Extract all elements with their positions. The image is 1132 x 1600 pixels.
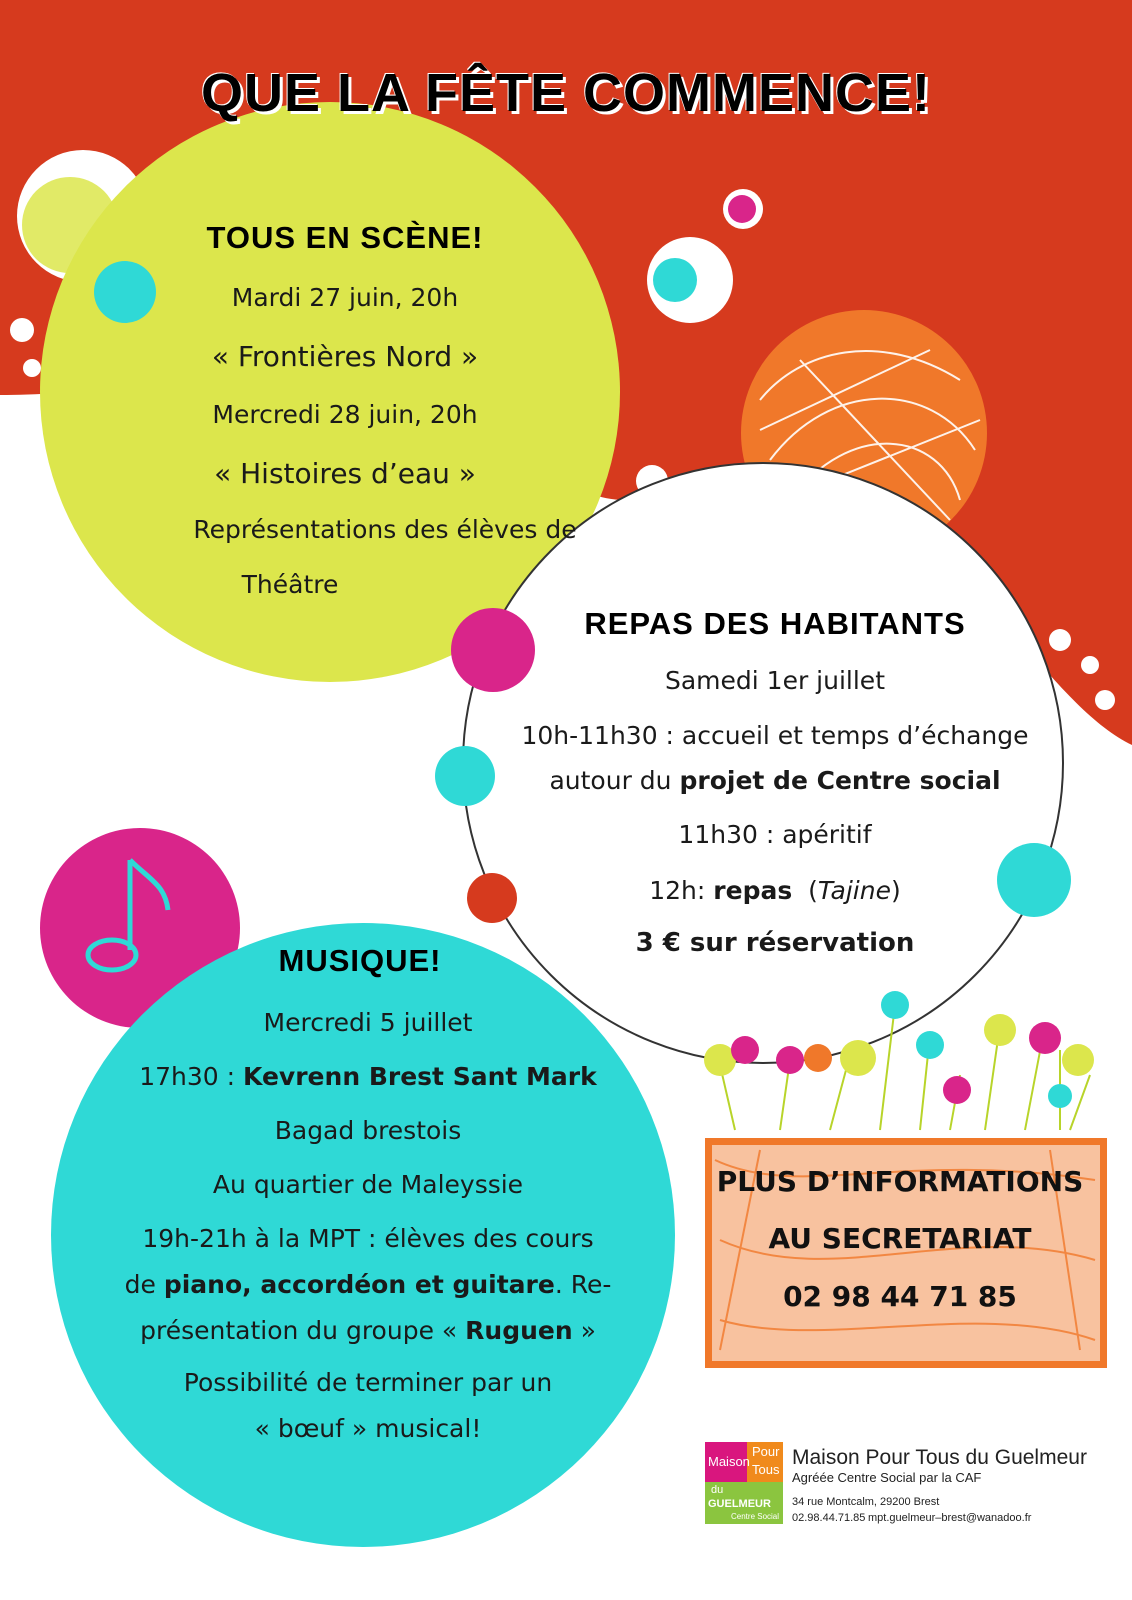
org-agree: Agréée Centre Social par la CAF [792,1470,982,1485]
repas-line-2-bold: projet de Centre social [679,766,1001,795]
theatre-desc-2: Théâtre [241,570,339,599]
theatre-date-2: Mercredi 28 juin, 20h [212,400,478,429]
musique-heading: MUSIQUE! [278,943,442,978]
musique-line-5-suffix: . Re- [554,1270,612,1299]
musique-line-1-bold: Kevrenn Brest Sant Mark [243,1062,597,1091]
musique-line-5-prefix: de [124,1270,164,1299]
logo-maison: Maison [708,1454,750,1469]
theatre-show-2: « Histoires d’eau » [214,457,476,490]
repas-line-4-bold: repas [713,876,793,905]
repas-heading: REPAS DES HABITANTS [584,606,966,641]
musique-line-6-prefix: présentation du groupe « [140,1316,466,1345]
repas-line-4: 12h: repas (Tajine) [649,876,901,905]
logo-du: du [711,1484,724,1496]
white-dot [23,359,41,377]
info-line-1: PLUS D’INFORMATIONS [716,1165,1084,1198]
repas-line-4-italic: Tajine [817,876,891,905]
musique-line-6 [58,1316,678,1345]
repas-price: 3 € sur réservation [635,928,915,958]
mpt-logo [705,1442,783,1524]
musique-line-1-prefix: 17h30 : [139,1062,244,1091]
repas-line-1: 10h-11h30 : accueil et temps d’échange [521,721,1029,750]
org-phone: 02.98.44.71.85 [792,1512,866,1524]
logo-centre: Centre Social [731,1512,780,1521]
theatre-show-1: « Frontières Nord » [211,340,479,373]
theatre-desc-1: Représentations des élèves de [193,515,577,544]
musique-line-4: 19h-21h à la MPT : élèves des cours [142,1224,594,1253]
repas-line-2 [470,766,1080,795]
logo-guelmeur: GUELMEUR [708,1498,771,1510]
musique-date: Mercredi 5 juillet [263,1008,473,1037]
musique-line-1 [58,1062,678,1091]
info-phone: 02 98 44 71 85 [783,1280,1017,1313]
musique-line-7: Possibilité de terminer par un [183,1368,553,1397]
scribble-magenta-tiny [728,195,756,223]
musique-line-6-suffix: » [572,1316,596,1345]
org-address: 34 rue Montcalm, 29200 Brest [792,1496,940,1508]
logo-tous: Tous [752,1462,780,1477]
repas-date: Samedi 1er juillet [664,666,885,695]
musique-line-6-bold: Ruguen [465,1316,573,1345]
repas-line-2-prefix: autour du [549,766,680,795]
musique-line-2: Bagad brestois [274,1116,462,1145]
white-dot [10,318,34,342]
white-dot [1081,656,1099,674]
page-title: QUE LA FÊTE COMMENCE! [201,63,931,123]
theatre-heading: TOUS EN SCÈNE! [206,220,484,255]
logo-pour: Pour [752,1444,780,1459]
org-email: mpt.guelmeur–brest@wanadoo.fr [868,1512,1032,1524]
theatre-date-1: Mardi 27 juin, 20h [231,283,459,312]
repas-line-3: 11h30 : apéritif [678,820,872,849]
info-line-2: AU SECRETARIAT [768,1222,1032,1255]
org-name: Maison Pour Tous du Guelmeur [792,1446,1087,1469]
white-dot [1095,690,1115,710]
musique-line-3: Au quartier de Maleyssie [212,1170,524,1199]
repas-line-4-prefix: 12h: [649,876,714,905]
musique-line-5 [58,1270,678,1299]
musique-line-5-bold: piano, accordéon et guitare [163,1270,555,1299]
scribble-cyan-small [653,258,697,302]
musique-line-8: « bœuf » musical! [254,1414,482,1443]
